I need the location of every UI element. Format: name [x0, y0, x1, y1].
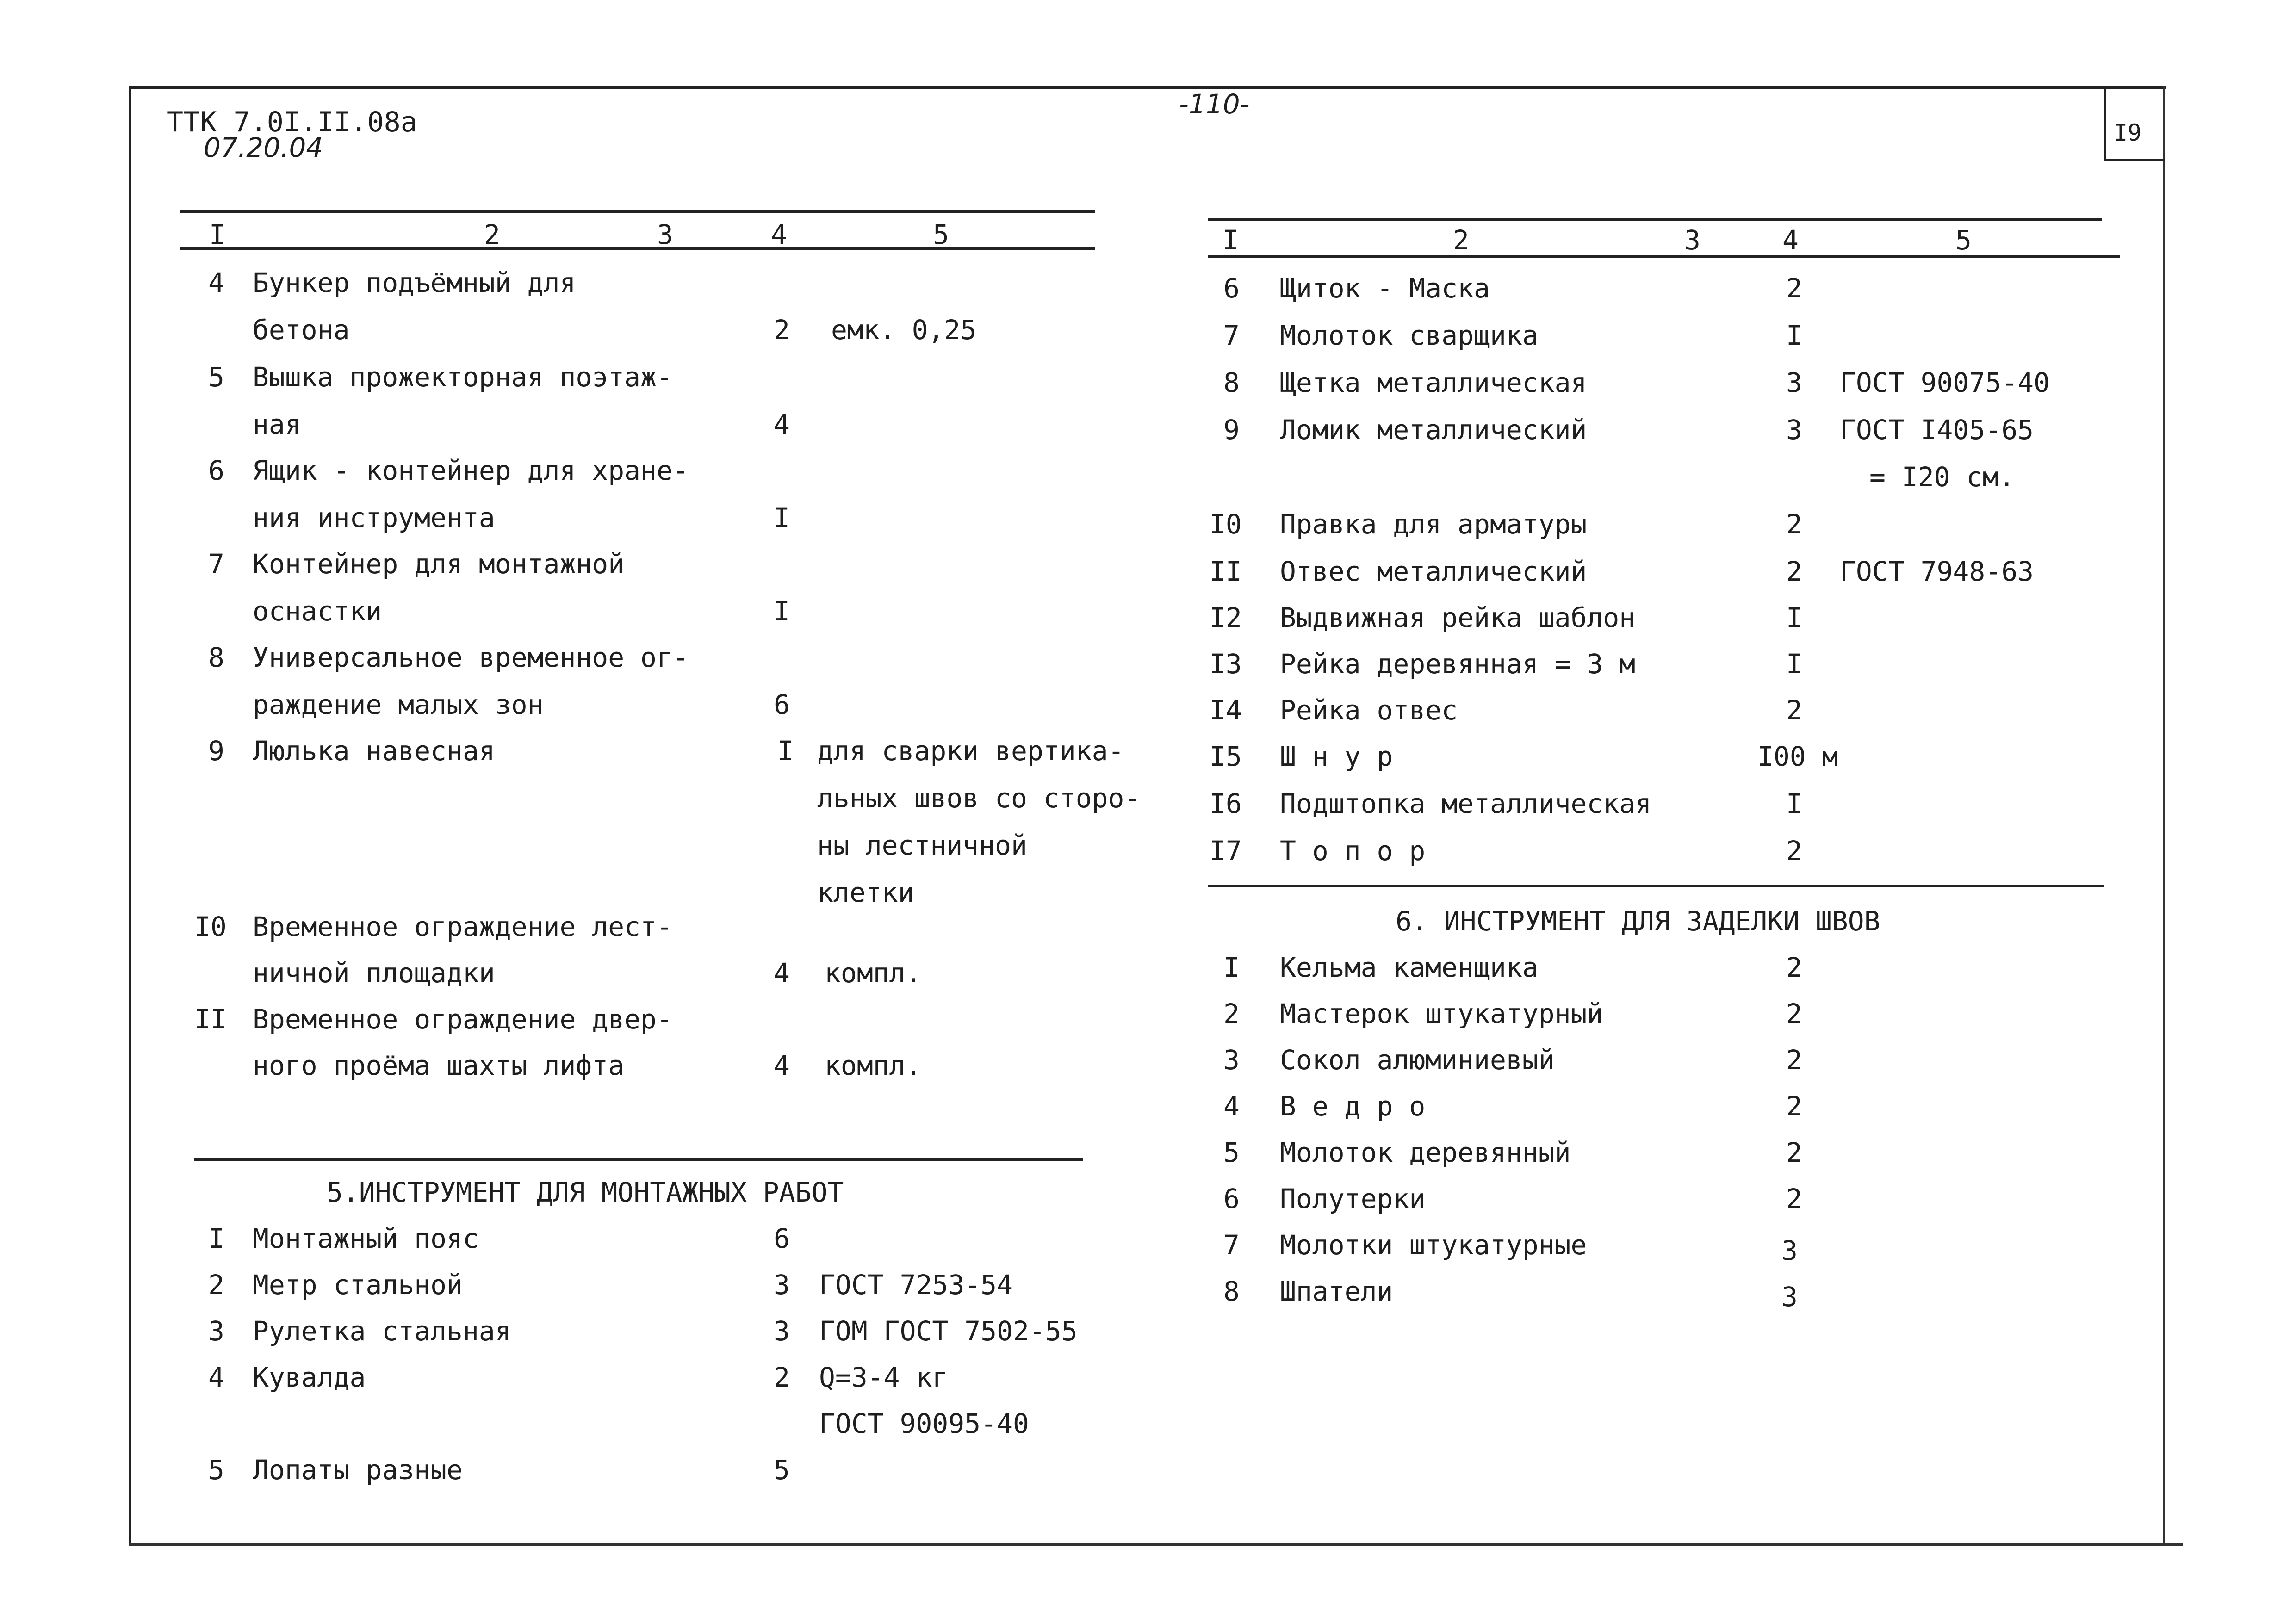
- row-number: 5: [208, 1454, 224, 1486]
- row-number: 5: [1223, 1137, 1240, 1168]
- row-number: 5: [208, 361, 224, 393]
- frame-bottom-border: [129, 1543, 2183, 1546]
- item-name-line: раждение малых зон: [253, 689, 544, 720]
- row-number: I6: [1210, 788, 1242, 819]
- item-name-line: ного проёма шахты лифта: [253, 1050, 625, 1081]
- item-note: ГОМ ГОСТ 7502-55: [819, 1315, 1078, 1347]
- item-name-line: бетона: [253, 314, 350, 346]
- item-note: ГОСТ 7948-63: [1840, 556, 2034, 587]
- page-number: -110-: [1179, 88, 1250, 120]
- item-note: ГОСТ 90075-40: [1840, 367, 2050, 398]
- row-number: 6: [1223, 1183, 1240, 1214]
- item-name: Метр стальной: [253, 1269, 463, 1301]
- item-name-line: Бункер подъёмный для: [253, 267, 576, 298]
- frame-right-border: [2163, 86, 2165, 1543]
- item-note: клетки: [817, 877, 914, 908]
- item-quantity: 3: [1786, 367, 1802, 398]
- item-quantity: 2: [1786, 1183, 1802, 1214]
- item-name-line: Контейнер для монтажной: [253, 548, 625, 580]
- right-col-header-4: 4: [1782, 224, 1799, 256]
- item-name-line: Универсальное временное ог-: [253, 642, 689, 673]
- item-name: Молоток сварщика: [1280, 320, 1539, 351]
- item-name: Молотки штукатурные: [1280, 1229, 1587, 1261]
- item-note: = I20 см.: [1869, 461, 2015, 493]
- item-name-line: ная: [253, 409, 301, 440]
- item-name: Правка для арматуры: [1280, 508, 1587, 540]
- item-quantity: 2: [1786, 556, 1802, 587]
- row-number: 6: [1223, 273, 1240, 304]
- item-quantity: 2: [1786, 1044, 1802, 1076]
- item-name: Выдвижная рейка шаблон: [1280, 602, 1636, 633]
- item-quantity: 6: [774, 689, 790, 720]
- row-number: 9: [1223, 414, 1240, 446]
- left-col-header-3: 3: [657, 219, 673, 250]
- item-name: Монтажный пояс: [253, 1223, 479, 1254]
- section6-title: 6. ИНСТРУМЕНТ ДЛЯ ЗАДЕЛКИ ШВОВ: [1396, 905, 1880, 937]
- item-name-line: Вышка прожекторная поэтаж-: [253, 361, 673, 393]
- row-number: I3: [1210, 648, 1242, 680]
- item-quantity: 2: [774, 1362, 790, 1393]
- row-number: 4: [208, 267, 224, 298]
- right-table-header-rule: [1208, 255, 2120, 258]
- right-col-header-5: 5: [1955, 224, 1972, 256]
- right-col-header-3: 3: [1684, 224, 1700, 256]
- item-quantity: 4: [774, 957, 790, 989]
- item-name: Рейка отвес: [1280, 694, 1458, 726]
- row-number: I: [208, 1223, 224, 1254]
- item-quantity: 3: [774, 1315, 790, 1347]
- item-quantity: 6: [774, 1223, 790, 1254]
- item-quantity: 2: [1786, 1137, 1802, 1168]
- item-quantity: 2: [1786, 273, 1802, 304]
- item-name: Рулетка стальная: [253, 1315, 511, 1347]
- item-name: Щетка металлическая: [1280, 367, 1587, 398]
- item-quantity: 4: [774, 409, 790, 440]
- row-number: I4: [1210, 694, 1242, 726]
- item-note: компл.: [825, 957, 922, 989]
- item-quantity: I00 м: [1757, 741, 1838, 772]
- right-col-header-2: 2: [1453, 224, 1469, 256]
- item-quantity: 4: [774, 1050, 790, 1081]
- item-name-line: Люлька навесная: [253, 735, 495, 767]
- item-quantity: 2: [774, 314, 790, 346]
- left-table-top-rule: [180, 210, 1095, 213]
- row-number: 3: [1223, 1044, 1240, 1076]
- left-col-header-5: 5: [933, 219, 949, 250]
- row-number: II: [194, 1004, 227, 1035]
- item-name: Кувалда: [253, 1362, 366, 1393]
- item-note: льных швов со сторо-: [817, 782, 1141, 814]
- section5-rule: [194, 1158, 1083, 1161]
- right-col-header-1: I: [1222, 224, 1239, 256]
- item-name: Т о п о р: [1280, 835, 1426, 867]
- item-name: Полутерки: [1280, 1183, 1426, 1214]
- row-number: I: [1223, 952, 1240, 983]
- item-quantity: I: [774, 502, 790, 533]
- item-quantity: I: [1786, 320, 1802, 351]
- section5-title: 5.ИНСТРУМЕНТ ДЛЯ МОНТАЖНЫХ РАБОТ: [327, 1177, 844, 1208]
- item-quantity: 2: [1786, 1090, 1802, 1122]
- item-quantity: I: [1786, 788, 1802, 819]
- item-name: Молоток деревянный: [1280, 1137, 1571, 1168]
- item-quantity: I: [777, 735, 794, 767]
- item-quantity: 2: [1786, 508, 1802, 540]
- row-number: I7: [1210, 835, 1242, 867]
- row-number: 4: [1223, 1090, 1240, 1122]
- item-name: Сокол алюминиевый: [1280, 1044, 1555, 1076]
- item-note: для сварки вертика-: [817, 735, 1124, 767]
- row-number: 8: [1223, 367, 1240, 398]
- item-name-line: Временное ограждение двер-: [253, 1004, 673, 1035]
- item-note: компл.: [825, 1050, 922, 1081]
- item-quantity: 2: [1786, 694, 1802, 726]
- left-col-header-4: 4: [771, 219, 787, 250]
- item-note: ГОСТ 90095-40: [819, 1408, 1029, 1439]
- item-name: Шпатели: [1280, 1276, 1393, 1307]
- item-quantity: 3: [1786, 414, 1802, 446]
- item-quantity: 3: [1781, 1281, 1798, 1313]
- item-quantity: 2: [1786, 835, 1802, 867]
- item-name: Рейка деревянная = 3 м: [1280, 648, 1636, 680]
- item-note: ГОСТ I405-65: [1840, 414, 2034, 446]
- item-quantity: 2: [1786, 998, 1802, 1029]
- item-name: Мастерок штукатурный: [1280, 998, 1603, 1029]
- left-table-header-rule: [180, 247, 1095, 250]
- item-quantity: 5: [774, 1454, 790, 1486]
- item-name-line: Ящик - контейнер для хране-: [253, 455, 689, 486]
- item-quantity: 2: [1786, 952, 1802, 983]
- item-name: Ломик металлический: [1280, 414, 1587, 446]
- item-quantity: 3: [1781, 1235, 1798, 1266]
- item-quantity: I: [1786, 602, 1802, 633]
- item-note: ны лестничной: [817, 830, 1027, 861]
- item-name: Подштопка металлическая: [1280, 788, 1652, 819]
- item-quantity: I: [774, 595, 790, 627]
- item-name: Ш н у р: [1280, 741, 1393, 772]
- item-note: Q=3-4 кг: [819, 1362, 949, 1393]
- row-number: 6: [208, 455, 224, 486]
- row-number: I5: [1210, 741, 1242, 772]
- section6-rule: [1208, 885, 2104, 887]
- row-number: 2: [208, 1269, 224, 1301]
- row-number: 8: [208, 642, 224, 673]
- item-name-line: Временное ограждение лест-: [253, 911, 673, 942]
- row-number: 7: [1223, 1229, 1240, 1261]
- item-name: В е д р о: [1280, 1090, 1426, 1122]
- row-number: 7: [208, 548, 224, 580]
- right-table-top-rule: [1208, 218, 2102, 221]
- left-col-header-1: I: [209, 219, 225, 250]
- row-number: 7: [1223, 320, 1240, 351]
- row-number: 4: [208, 1362, 224, 1393]
- row-number: I0: [194, 911, 227, 942]
- row-number: I2: [1210, 602, 1242, 633]
- left-col-header-2: 2: [484, 219, 500, 250]
- item-note: емк. 0,25: [831, 314, 977, 346]
- item-name: Отвес металлический: [1280, 556, 1587, 587]
- item-name-line: ничной площадки: [253, 957, 495, 989]
- item-quantity: I: [1786, 648, 1802, 680]
- sheet-number: I9: [2114, 119, 2142, 146]
- row-number: I0: [1210, 508, 1242, 540]
- row-number: II: [1210, 556, 1242, 587]
- item-name: Кельма каменщика: [1280, 952, 1539, 983]
- item-name: Щиток - Маска: [1280, 273, 1490, 304]
- frame-left-border: [129, 86, 131, 1545]
- item-note: ГОСТ 7253-54: [819, 1269, 1013, 1301]
- item-name-line: ния инструмента: [253, 502, 495, 533]
- item-name: Лопаты разные: [253, 1454, 463, 1486]
- row-number: 9: [208, 735, 224, 767]
- item-name-line: оснастки: [253, 595, 382, 627]
- frame-top-border: [129, 86, 2166, 89]
- document-date: 07.20.04: [204, 132, 323, 163]
- row-number: 8: [1223, 1276, 1240, 1307]
- row-number: 3: [208, 1315, 224, 1347]
- item-quantity: 3: [774, 1269, 790, 1301]
- document-code: ТТК 7.0I.II.08а: [167, 106, 417, 138]
- row-number: 2: [1223, 998, 1240, 1029]
